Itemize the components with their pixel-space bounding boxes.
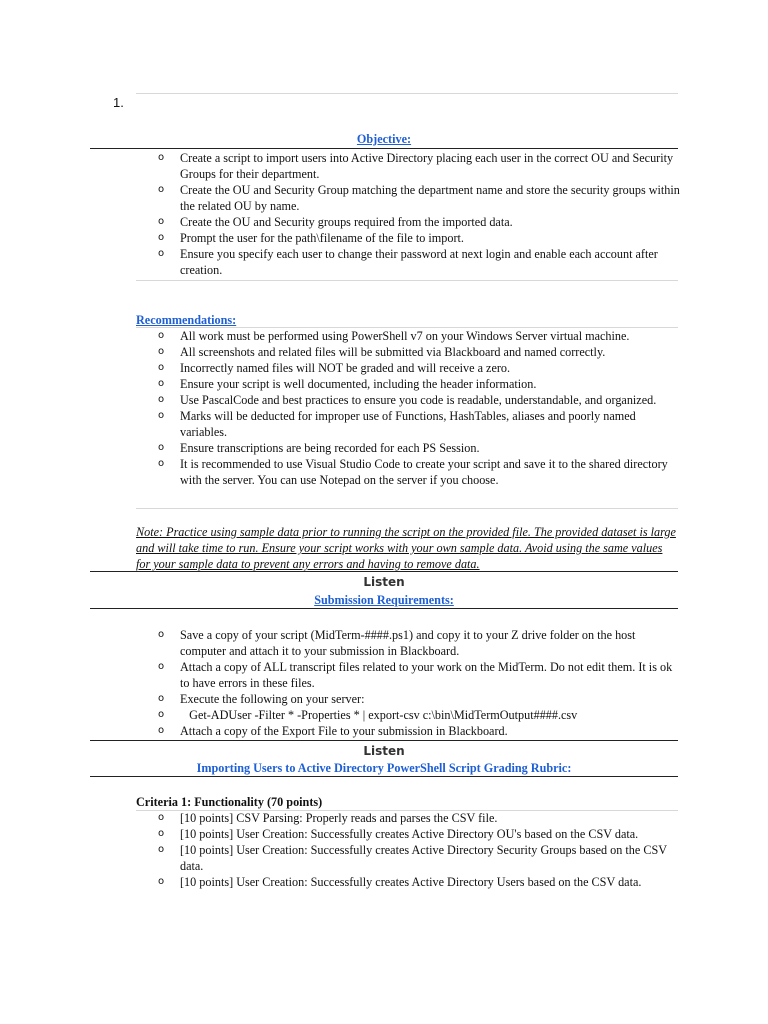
listen-button-2[interactable]: Listen <box>363 744 405 758</box>
bullet-icon: o <box>158 629 165 640</box>
bullet-icon: o <box>158 410 165 421</box>
bullet-icon: o <box>158 828 165 839</box>
list-item: o All screenshots and related files will be submitted via Blackboard and named correctly. <box>158 345 606 359</box>
criteria-1-heading: Criteria 1: Functionality (70 points) <box>136 795 323 809</box>
bullet-icon: o <box>158 876 165 887</box>
list-item: o Create a script to import users into Active Directory placing each user in the correct OU and Security Groups for their department. <box>158 151 674 181</box>
bullet-icon: o <box>158 152 165 163</box>
submission-end-rule <box>90 740 678 741</box>
bullet-icon: o <box>158 248 165 259</box>
list-item: o Ensure your script is well documented, including the header information. <box>158 377 537 391</box>
list-item: o Save a copy of your script (MidTerm-####.ps1) and copy it to your Z drive folder on the host computer and attach it to your submission in Blackboard. <box>158 628 636 658</box>
list-item: o Attach a copy of ALL transcript files related to your work on the MidTerm. Do not edit them. It is ok to have errors in these files. <box>158 660 673 690</box>
recommendations-end-rule <box>136 508 678 509</box>
bullet-icon: o <box>158 844 165 855</box>
list-item: o [10 points] User Creation: Successfully creates Active Directory OU's based on the CSV data. <box>158 827 639 841</box>
objective-list <box>136 150 684 278</box>
list-item: o Create the OU and Security groups required from the imported data. <box>158 215 513 229</box>
bullet-icon: o <box>158 442 165 453</box>
list-item: o [10 points] CSV Parsing: Properly reads and parses the CSV file. <box>158 811 498 825</box>
list-item: o [10 points] User Creation: Successfully creates Active Directory Users based on the CSV data. <box>158 875 642 889</box>
bullet-icon: o <box>158 812 165 823</box>
rubric-rule <box>90 776 678 777</box>
list-item: o All work must be performed using PowerShell v7 on your Windows Server virtual machine. <box>158 329 630 343</box>
bullet-icon: o <box>158 378 165 389</box>
submission-rule <box>90 608 678 609</box>
command-text: Get-ADUser -Filter * -Properties * | export-csv c:\bin\MidTermOutput####.csv <box>180 708 578 722</box>
list-item: o Execute the following on your server: <box>158 692 365 706</box>
bullet-icon: o <box>158 232 165 243</box>
list-item: o Marks will be deducted for improper use of Functions, HashTables, aliases and poorly named variables. <box>158 409 636 439</box>
list-item <box>136 707 684 723</box>
list-item: o Use PascalCode and best practices to ensure you code is readable, understandable, and organized. <box>158 393 657 407</box>
practice-note: Note: Practice using sample data prior to running the script on the provided file. The provided dataset is large and will take time to run. Ensure your script works with your own sample data. Avoid using the same values for your sample data to prevent any errors and having to remove data. <box>136 525 676 571</box>
bullet-icon: o <box>158 709 165 720</box>
bullet-icon: o <box>158 394 165 405</box>
list-item: o Ensure transcriptions are being recorded for each PS Session. <box>158 441 480 455</box>
list-number: 1. <box>113 95 124 110</box>
submission-heading[interactable] <box>90 592 678 608</box>
bullet-icon: o <box>158 693 165 704</box>
bullet-icon: o <box>158 184 165 195</box>
objective-rule <box>90 148 678 149</box>
bullet-icon: o <box>158 458 165 469</box>
list-item: o [10 points] User Creation: Successfully creates Active Directory Security Groups based on the CSV data. <box>158 843 667 873</box>
objective-end-rule <box>136 280 678 281</box>
top-rule <box>136 93 678 94</box>
recommendations-link[interactable]: Recommendations: <box>136 313 237 327</box>
bullet-icon: o <box>158 330 165 341</box>
list-item: o Ensure you specify each user to change their password at next login and enable each account after creation. <box>158 247 658 277</box>
bullet-icon: o <box>158 362 165 373</box>
bullet-icon: o <box>158 346 165 357</box>
recommendations-heading[interactable] <box>136 312 236 328</box>
bullet-icon: o <box>158 661 165 672</box>
listen-button[interactable]: Listen <box>363 575 405 589</box>
criteria-list <box>136 810 684 890</box>
submission-list <box>136 627 684 739</box>
bullet-icon: o <box>158 725 165 736</box>
objective-heading[interactable] <box>90 131 678 147</box>
list-item: o Incorrectly named files will NOT be graded and will receive a zero. <box>158 361 511 375</box>
list-item: o Attach a copy of the Export File to your submission in Blackboard. <box>158 724 508 738</box>
submission-link[interactable]: Submission Requirements: <box>314 593 454 607</box>
recommendations-list <box>136 328 684 488</box>
note-rule <box>90 571 678 572</box>
bullet-icon: o <box>158 216 165 227</box>
list-item: o Create the OU and Security Group matching the department name and store the security groups within the related OU by name. <box>158 183 680 213</box>
rubric-heading: Importing Users to Active Directory PowerShell Script Grading Rubric: <box>196 761 572 775</box>
list-item: o Prompt the user for the path\filename of the file to import. <box>158 231 464 245</box>
list-item: o It is recommended to use Visual Studio Code to create your script and save it to the shared directory with the server. You can use Notepad on the server if you choose. <box>158 457 668 487</box>
objective-link[interactable]: Objective: <box>356 132 412 146</box>
